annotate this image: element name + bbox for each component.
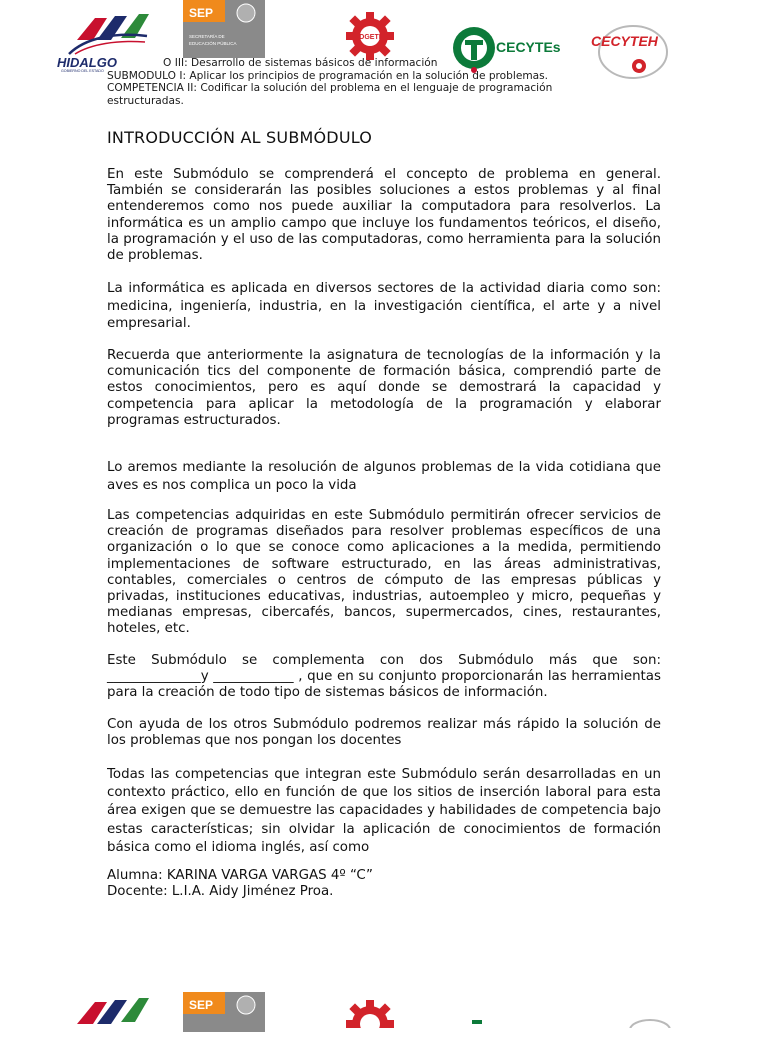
cecyteh-logo-text: CECYTEH — [591, 33, 658, 49]
paragraph-resolucion: Lo aremos mediante la resolución de algunos problemas de la vida cotidiana que aves es nos complica un poco la vida — [107, 460, 661, 493]
cecytes-logo-text: CECYTEs — [496, 39, 561, 55]
sep-logo-next-page — [183, 992, 265, 1032]
hidalgo-logo-next-page — [55, 994, 155, 1034]
sep-logo-next-page-text: SEP — [189, 998, 214, 1012]
hidalgo-logo-subtext: GOBIERNO DEL ESTADO — [61, 69, 104, 72]
sep-logo-subtext-1: SECRETARÍA DE — [189, 34, 225, 39]
signature-block — [107, 868, 373, 900]
page-title: INTRODUCCIÓN AL SUBMÓDULO — [107, 128, 373, 147]
paragraph-recuerda: Recuerda que anteriormente la asignatura de tecnologías de la información y la comunicación tics del componente de formación básica, comprendió parte de estos conocimientos, pero es aquí donde se demostrará la capacidad y competencia para aplicar la metodología de la programación y elaborar programas estructurados. — [107, 348, 661, 428]
paragraph-informatica: La informática es aplicada en diversos sectores de la actividad diaria como son: medicina, ingeniería, industria, en la investigación científica, el arte y a nivel empresarial. — [107, 281, 661, 332]
header-module-line: O III: Desarrollo de sistemas básicos de información — [163, 57, 438, 69]
paragraph-competencias: Las competencias adquiridas en este Submódulo permitirán ofrecer servicios de creación de programas diseñados para resolver problemas específicos de una organización o lo que se conoce como aplicaciones a la medida, permitiendo implementaciones de software estructurado, en las áreas administrativas, contables, comerciales o centros de cómputo de las empresas públicas y privadas, instituciones educativas, industrias, autoempleo y micro, pequeñas y medianas empresas, cibercafés, bancos, supermercados, cines, restaurantes, hoteles, etc. — [107, 508, 661, 637]
teacher-name: Docente: L.I.A. Aidy Jiménez Proa. — [107, 884, 334, 899]
student-name: Alumna: KARINA VARGA VARGAS 4º “C” — [107, 868, 373, 883]
paragraph-contexto: Todas las competencias que integran este Submódulo serán desarrolladas en un contexto práctico, ello en función de que los sitios de inserción laboral para esta área exigen que se demuestre las capacidades y habilidades de competencia bajo estas características; sin olvidar la aplicación de conocimientos de formación básica como el idioma inglés, así como — [107, 767, 661, 855]
header-competence-line-end: estructuradas. — [107, 94, 184, 107]
sep-logo-subtext-2: EDUCACIÓN PÚBLICA — [189, 41, 237, 46]
paragraph-intro: En este Submódulo se comprenderá el concepto de problema en general. También se considerarán las posibles soluciones a estos problemas y al final entenderemos como nos puede auxiliar la computadora para resolverlos. La informática es un amplio campo que incluye los fundamentos teóricos, el diseño, la programación y el uso de las computadoras, como herramienta para la solución de problemas. — [107, 167, 661, 264]
footer-logos — [0, 990, 768, 1060]
paragraph-complementa: Este Submódulo se complementa con dos Submódulo más que son: ______________y ____________ , que en su conjunto proporcionarán las herramientas para la creación de todo tipo de sistemas básicos de información. — [107, 653, 661, 701]
cecytes-logo-next-page — [462, 1020, 492, 1030]
cecyteh-logo-next-page — [625, 1018, 675, 1028]
paragraph-ayuda: Con ayuda de los otros Submódulo podremos realizar más rápido la solución de los problemas que nos pongan los docentes — [107, 717, 661, 749]
document-header — [107, 57, 607, 107]
hidalgo-logo-text: HIDALGO — [57, 55, 117, 70]
header-competence-line: COMPETENCIA II: Codificar la solución del problema en el lenguaje de programación — [107, 82, 553, 95]
header-submodule-line: SUBMODULO I: Aplicar los principios de programación en la solución de problemas. — [107, 69, 549, 82]
sep-logo-text: SEP — [189, 6, 214, 20]
dgeti-logo-text: DGETI — [359, 34, 381, 41]
sep-logo — [183, 0, 265, 58]
